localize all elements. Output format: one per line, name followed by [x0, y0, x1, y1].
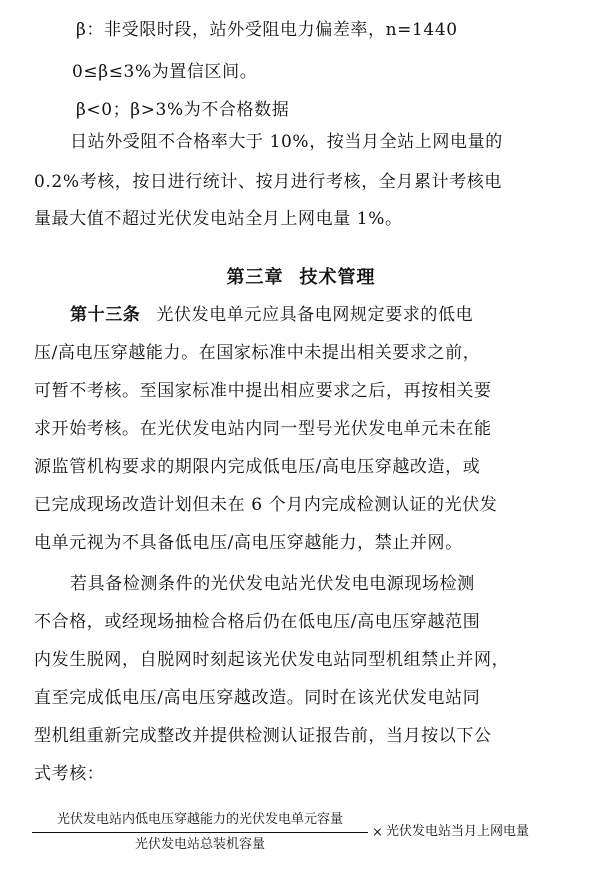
paragraph-2-line: 内发生脱网，自脱网时刻起该光伏发电站同型机组禁止并网，: [34, 650, 510, 670]
formula-fraction: [32, 810, 368, 855]
chapter-number: 第三章: [226, 267, 284, 288]
paragraph-2-line: 若具备检测条件的光伏发电站光伏发电电源现场检测: [70, 574, 475, 594]
article-13-label: 第十三条: [70, 305, 141, 325]
paragraph-2-line: 型机组重新完成整改并提供检测认证报告前，当月按以下公: [34, 726, 492, 746]
assessment-line-2: 0.2%考核，按日进行统计、按月进行考核，全月累计考核电: [34, 172, 502, 192]
article-13-first-line: [70, 303, 473, 327]
unqualified-data-line: β<0；β>3%为不合格数据: [76, 100, 290, 120]
article-13-line: 源监管机构要求的期限内完成低电压/高电压穿越改造，或: [34, 457, 481, 477]
confidence-interval-line: 0≤β≤3%为置信区间。: [72, 62, 258, 82]
article-13-line: 电单元视为不具备低电压/高电压穿越能力，禁止并网。: [34, 533, 463, 553]
article-13-line: 可暂不考核。至国家标准中提出相应要求之后，再按相关要: [34, 381, 492, 401]
assessment-formula: [32, 810, 572, 874]
formula-numerator: 光伏发电站内低电压穿越能力的光伏发电单元容量: [56, 812, 343, 827]
article-13-line: 压/高电压穿越能力。在国家标准中未提出相关要求之前，: [34, 343, 481, 363]
assessment-line-1: 日站外受阻不合格率大于 10%，按当月全站上网电量的: [70, 132, 503, 152]
beta-definition-line: β：非受限时段，站外受阻电力偏差率，n=1440: [76, 20, 458, 40]
paragraph-2-line: 式考核：: [34, 764, 105, 784]
multiply-operator: ×: [372, 825, 383, 840]
paragraph-2-line: 直至完成低电压/高电压穿越改造。同时在该光伏发电站同: [34, 688, 481, 708]
article-13-line: 求开始考核。在光伏发电站内同一型号光伏发电单元未在能: [34, 419, 492, 439]
chapter-title: 技术管理: [299, 267, 376, 288]
assessment-line-3: 量最大值不超过光伏发电站全月上网电量 1%。: [34, 209, 403, 229]
paragraph-2-line: 不合格，或经现场抽检合格后仍在低电压/高电压穿越范围: [34, 612, 481, 632]
article-13-line: 已完成现场改造计划但未在 6 个月内完成检测认证的光伏发: [34, 495, 498, 515]
formula-multiplier: 光伏发电站当月上网电量: [386, 824, 530, 839]
chapter-heading: [0, 266, 602, 290]
formula-denominator: 光伏发电站总装机容量: [134, 837, 265, 852]
article-13-text: 光伏发电单元应具备电网规定要求的低电: [156, 305, 474, 325]
